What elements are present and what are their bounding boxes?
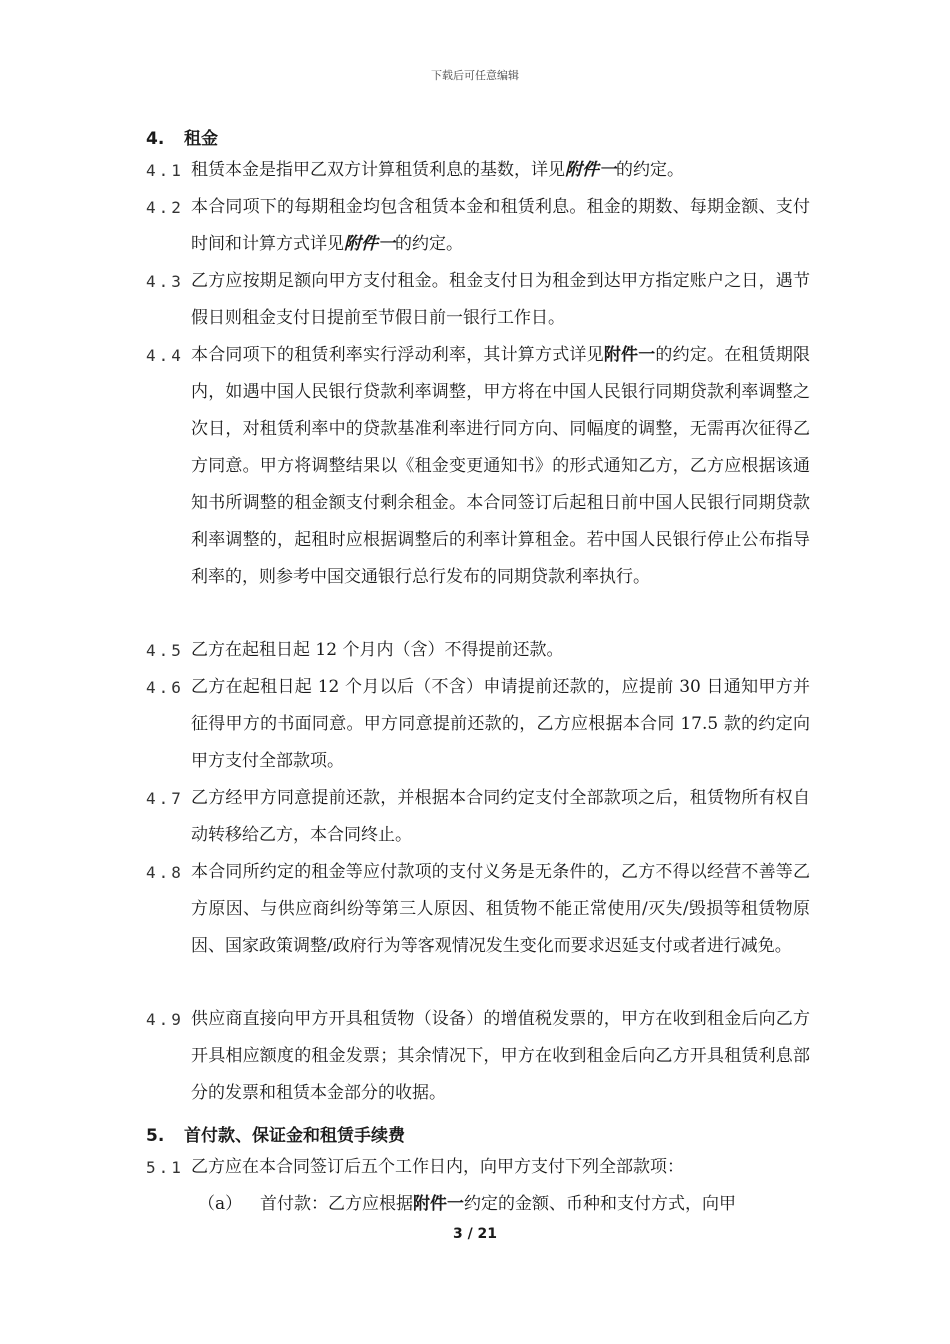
clause-number: 4.2 xyxy=(146,198,184,217)
clause-text: 的约定。 xyxy=(395,234,463,254)
clause-text: 供应商直接向甲方开具租赁物（设备）的增值税发票的，甲方在收到租金后向乙方开具相应额度的租金发票；其余情况下，甲方在收到租金后向乙方开具租赁利息部分的发票和租赁本金部分的收据。 xyxy=(191,1009,810,1103)
annex-reference: 附件一 xyxy=(413,1194,464,1214)
page-number: 3 / 21 xyxy=(452,1226,498,1242)
clause-number: 4.6 xyxy=(146,678,184,697)
clause-text: 约定的金额、币种和支付方式，向甲 xyxy=(464,1194,736,1214)
annex-reference: 附件一 xyxy=(565,160,616,180)
subclause-a xyxy=(198,1186,810,1223)
clause-4-4 xyxy=(146,337,810,596)
page-header: 下载后可任意编辑 xyxy=(431,69,519,82)
annex-reference: 附件一 xyxy=(344,234,395,254)
clause-text: 本合同所约定的租金等应付款项的支付义务是无条件的，乙方不得以经营不善等乙方原因、与供应商纠纷等第三人原因、租赁物不能正常使用/灭失/毁损等租赁物原因、国家政策调整/政府行为等客观情况发生变化而要求迟延支付或者进行减免。 xyxy=(191,862,810,956)
clause-text: 乙方在起租日起 12 个月内（含）不得提前还款。 xyxy=(191,640,564,660)
clause-text: 首付款：乙方应根据 xyxy=(260,1194,413,1214)
section-heading-4 xyxy=(146,124,218,149)
clause-4-9 xyxy=(146,1001,810,1112)
clause-text: 的约定。 xyxy=(616,160,684,180)
clause-4-1 xyxy=(146,152,810,189)
clause-number: 4.1 xyxy=(146,161,184,180)
clause-number: 4.8 xyxy=(146,863,184,882)
clause-text: 乙方应在本合同签订后五个工作日内，向甲方支付下列全部款项： xyxy=(191,1157,684,1177)
clause-number: 4.9 xyxy=(146,1010,184,1029)
clause-text: 乙方应按期足额向甲方支付租金。租金支付日为租金到达甲方指定账户之日，遇节假日则租金支付日提前至节假日前一银行工作日。 xyxy=(191,271,810,328)
clause-number: 5.1 xyxy=(146,1158,184,1177)
clause-4-6 xyxy=(146,669,810,780)
subclause-label: （a） xyxy=(198,1194,243,1214)
clause-5-1 xyxy=(146,1149,810,1186)
clause-number: 4.4 xyxy=(146,346,184,365)
clause-text: 租赁本金是指甲乙双方计算租赁利息的基数，详见 xyxy=(191,160,565,180)
clause-4-2 xyxy=(146,189,810,263)
clause-text: 乙方在起租日起 12 个月以后（不含）申请提前还款的，应提前 30 日通知甲方并征得甲方的书面同意。甲方同意提前还款的，乙方应根据本合同 17.5 款的约定向甲方支付全部款项。 xyxy=(191,677,810,771)
clause-number: 4.7 xyxy=(146,789,184,808)
section-number: 5. xyxy=(146,1126,165,1146)
section-heading-5 xyxy=(146,1121,405,1146)
clause-number: 4.5 xyxy=(146,641,184,660)
section-title: 租金 xyxy=(184,129,218,149)
section-title: 首付款、保证金和租赁手续费 xyxy=(184,1126,405,1146)
clause-4-8 xyxy=(146,854,810,965)
clause-number: 4.3 xyxy=(146,272,184,291)
clause-text: 本合同项下的每期租金均包含租赁本金和租赁利息。租金的期数、每期金额、支付时间和计算方式详见 xyxy=(191,197,810,254)
clause-4-7 xyxy=(146,780,810,854)
annex-reference: 附件一 xyxy=(603,345,656,365)
clause-text: 本合同项下的租赁利率实行浮动利率，其计算方式详见 xyxy=(191,345,604,365)
clause-text: 的约定。在租赁期限内，如遇中国人民银行贷款利率调整，甲方将在中国人民银行同期贷款利率调整之次日，对租赁利率中的贷款基准利率进行同方向、同幅度的调整，无需再次征得乙方同意。甲方将调整结果以《租金变更通知书》的形式通知乙方，乙方应根据该通知书所调整的租金额支付剩余租金。本合同签订后起租日前中国人民银行同期贷款利率调整的，起租时应根据调整后的利率计算租金。若中国人民银行停止公布指导利率的，则参考中国交通银行总行发布的同期贷款利率执行。 xyxy=(191,345,811,587)
clause-4-5 xyxy=(146,632,810,669)
section-number: 4. xyxy=(146,129,165,149)
clause-text: 乙方经甲方同意提前还款，并根据本合同约定支付全部款项之后，租赁物所有权自动转移给乙方，本合同终止。 xyxy=(191,788,810,845)
clause-4-3 xyxy=(146,263,810,337)
